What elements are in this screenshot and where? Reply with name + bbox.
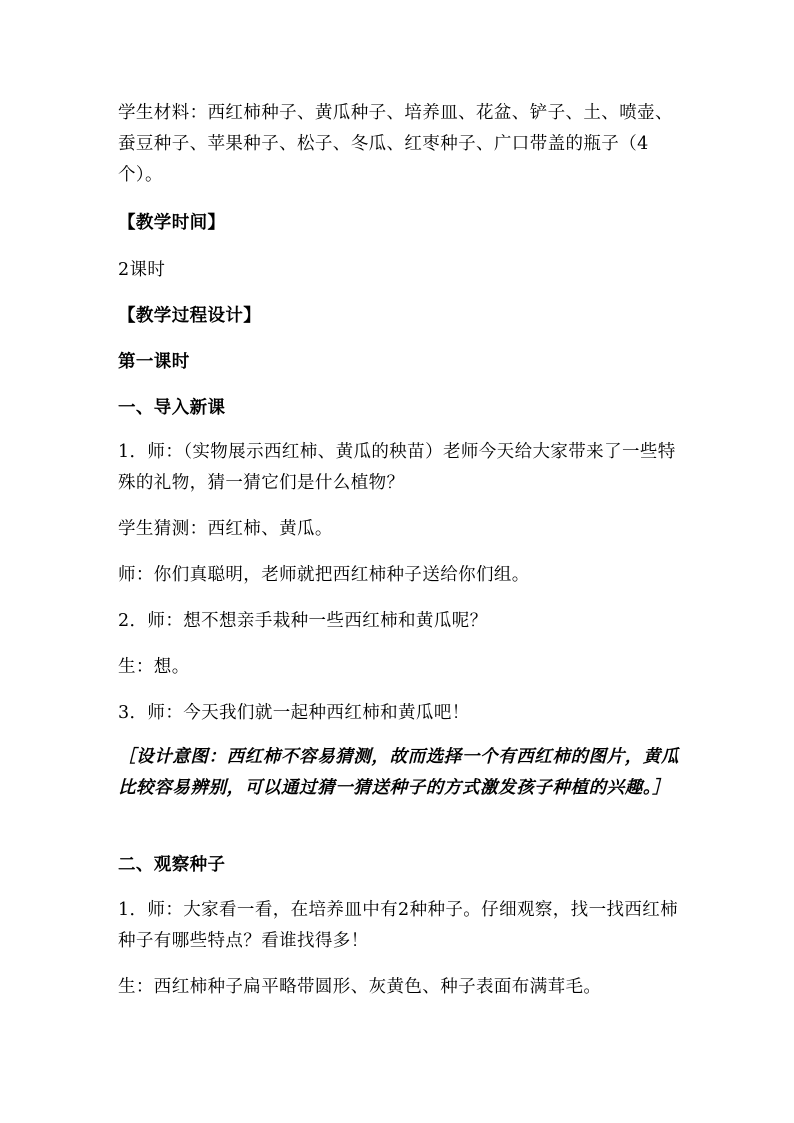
student-guess-paragraph: 学生猜测：西红柿、黄瓜。 bbox=[118, 519, 333, 539]
dialogue-paragraph-1: 1．师：（实物展示西红柿、黄瓜的秧苗）老师今天给大家带来了一些特殊的礼物，猜一猜它们是什么植物？ bbox=[118, 442, 676, 493]
teaching-time-heading: 【教学时间】 bbox=[118, 213, 226, 233]
seed-description-paragraph: 生：西红柿种子扁平略带圆形、灰黄色、种子表面布满茸毛。 bbox=[118, 977, 602, 997]
dialogue-paragraph-3: 3．师：今天我们就一起种西红柿和黄瓜吧！ bbox=[118, 703, 470, 723]
observe-dialogue-paragraph: 1．师：大家看一看，在培养皿中有2种种子。仔细观察，找一找西红柿种子有哪些特点？看谁找得多！ bbox=[118, 900, 679, 951]
student-materials-paragraph: 学生材料：西红柿种子、黄瓜种子、培养皿、花盆、铲子、土、喷壶、蚕豆种子、苹果种子、松子、冬瓜、红枣种子、广口带盖的瓶子（4个）。 bbox=[118, 103, 673, 185]
section-intro-heading: 一、导入新课 bbox=[118, 398, 226, 418]
section-observe-heading: 二、观察种子 bbox=[118, 855, 226, 875]
student-answer-paragraph: 生：想。 bbox=[118, 657, 190, 677]
design-intent-paragraph: ［设计意图：西红柿不容易猜测，故而选择一个有西红柿的图片，黄瓜比较容易辨别，可以通过猜一猜送种子的方式激发孩子种植的兴趣。］ bbox=[118, 747, 680, 798]
teacher-praise-paragraph: 师：你们真聪明，老师就把西红柿种子送给你们组。 bbox=[118, 565, 530, 585]
first-lesson-heading: 第一课时 bbox=[118, 352, 190, 372]
teaching-time-value: 2课时 bbox=[118, 260, 166, 280]
dialogue-paragraph-2: 2．师：想不想亲手栽种一些西红柿和黄瓜呢？ bbox=[118, 611, 488, 631]
process-design-heading: 【教学过程设计】 bbox=[118, 306, 262, 326]
